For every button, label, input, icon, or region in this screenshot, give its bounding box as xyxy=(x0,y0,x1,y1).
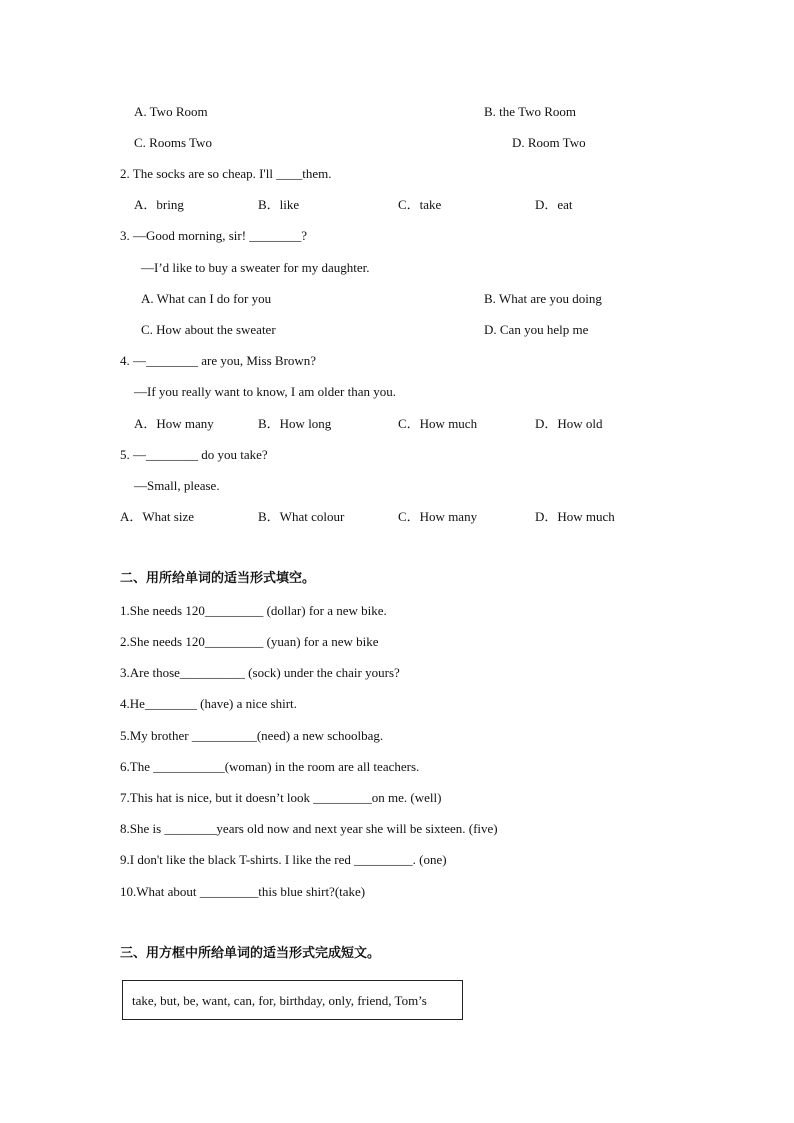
word-box xyxy=(122,980,463,1020)
q2-option-d: D．eat xyxy=(535,197,573,212)
q5-stem: 5. —________ do you take? xyxy=(120,447,268,462)
q2-option-c: C．take xyxy=(398,197,442,212)
q4-stem: 4. —________ are you, Miss Brown? xyxy=(120,353,317,368)
fill-item-7: 7.This hat is nice, but it doesn’t look _________on me. (well) xyxy=(120,790,442,805)
q5-reply: —Small, please. xyxy=(134,478,220,493)
q2-stem: 2. The socks are so cheap. I'll ____them. xyxy=(120,166,332,181)
section-2-heading: 二、用所给单词的适当形式填空。 xyxy=(120,571,316,586)
q2-option-a: A．bring xyxy=(134,197,184,212)
q3-option-c: C. How about the sweater xyxy=(141,322,276,337)
fill-item-5: 5.My brother __________(need) a new schoolbag. xyxy=(120,728,384,743)
fill-item-2: 2.She needs 120_________ (yuan) for a new bike xyxy=(120,634,379,649)
fill-item-4: 4.He________ (have) a nice shirt. xyxy=(120,696,297,711)
q1-option-d: D. Room Two xyxy=(512,135,586,150)
q4-option-b: B．How long xyxy=(258,416,332,431)
q3-option-a: A. What can I do for you xyxy=(141,291,272,306)
q5-option-a: A．What size xyxy=(120,509,195,524)
fill-item-9: 9.I don't like the black T-shirts. I like the red _________. (one) xyxy=(120,852,447,867)
q4-option-c: C．How much xyxy=(398,416,478,431)
q4-reply: —If you really want to know, I am older than you. xyxy=(134,384,396,399)
fill-item-1: 1.She needs 120_________ (dollar) for a new bike. xyxy=(120,603,387,618)
q4-option-a: A．How many xyxy=(134,416,214,431)
q5-option-b: B．What colour xyxy=(258,509,345,524)
word-box-text: take, but, be, want, can, for, birthday, only, friend, Tom’s xyxy=(132,993,427,1008)
q3-option-b: B. What are you doing xyxy=(484,291,602,306)
fill-item-8: 8.She is ________years old now and next year she will be sixteen. (five) xyxy=(120,821,498,836)
section-3-heading: 三、用方框中所给单词的适当形式完成短文。 xyxy=(120,946,381,961)
q1-option-c: C. Rooms Two xyxy=(134,135,212,150)
q1-option-b: B. the Two Room xyxy=(484,104,577,119)
q4-option-d: D．How old xyxy=(535,416,603,431)
fill-item-3: 3.Are those__________ (sock) under the chair yours? xyxy=(120,665,400,680)
q5-option-c: C．How many xyxy=(398,509,478,524)
q5-option-d: D．How much xyxy=(535,509,615,524)
fill-item-10: 10.What about _________this blue shirt?(take) xyxy=(120,884,366,899)
q3-stem: 3. —Good morning, sir! ________? xyxy=(120,228,308,243)
q2-option-b: B．like xyxy=(258,197,300,212)
q1-option-a: A. Two Room xyxy=(134,104,208,119)
fill-item-6: 6.The ___________(woman) in the room are all teachers. xyxy=(120,759,420,774)
q3-option-d: D. Can you help me xyxy=(484,322,589,337)
q3-reply: —I’d like to buy a sweater for my daughter. xyxy=(141,260,370,275)
